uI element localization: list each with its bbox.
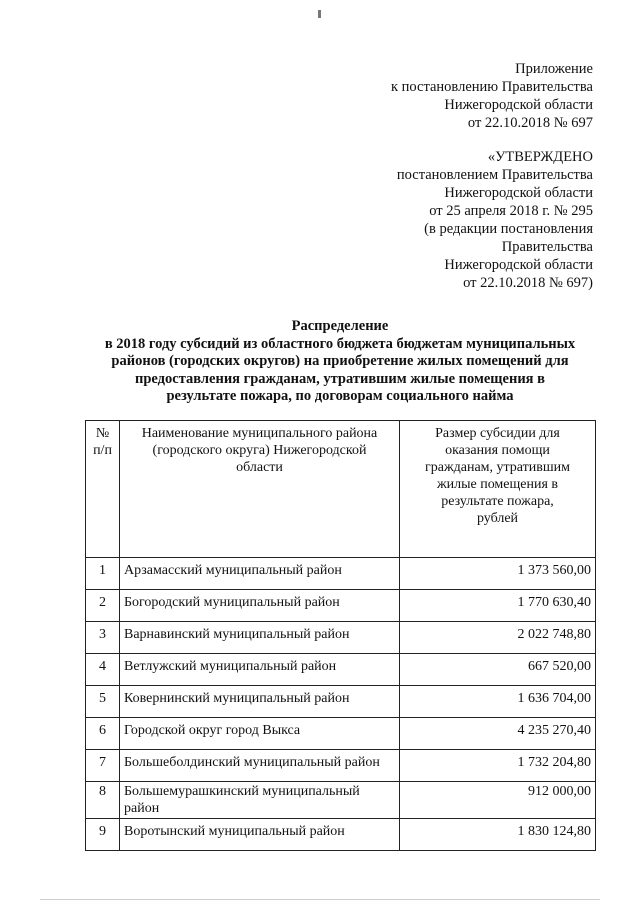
title-line: районов (городских округов) на приобретение жилых помещений для xyxy=(111,353,569,369)
subsidy-table xyxy=(85,420,596,851)
row-amount: 4 235 270,40 xyxy=(400,718,596,750)
header-sum xyxy=(400,421,596,558)
page-bottom-edge xyxy=(40,899,600,900)
row-amount: 1 373 560,00 xyxy=(400,558,596,590)
approved-block xyxy=(397,148,593,292)
page-top-mark xyxy=(318,10,321,18)
header-text: оказания помощи xyxy=(445,443,550,458)
appendix-line: к постановлению Правительства xyxy=(391,79,593,95)
title-line: результате пожара, по договорам социального найма xyxy=(166,388,514,404)
row-amount: 1 636 704,00 xyxy=(400,686,596,718)
header-number xyxy=(86,421,120,558)
document-title xyxy=(70,318,610,406)
row-district: Городской округ город Выкса xyxy=(120,718,400,750)
row-number: 6 xyxy=(86,718,120,750)
row-district: Воротынский муниципальный район xyxy=(120,819,400,851)
row-district-line: Большемурашкинский муниципальный xyxy=(124,784,360,799)
row-district: Богородский муниципальный район xyxy=(120,590,400,622)
title-line: в 2018 году субсидий из областного бюджета бюджетам муниципальных xyxy=(104,335,576,352)
approved-line: Нижегородской области xyxy=(444,257,593,273)
header-text: № xyxy=(95,426,110,441)
header-text: области xyxy=(236,460,283,475)
header-text: жилые помещения в xyxy=(436,477,559,492)
appendix-block xyxy=(391,60,593,132)
row-number: 8 xyxy=(86,782,120,819)
table-row xyxy=(86,590,596,622)
row-number: 4 xyxy=(86,654,120,686)
header-text: (городского округа) Нижегородской xyxy=(152,443,367,458)
header-name xyxy=(120,421,400,558)
header-text: Размер субсидии для xyxy=(435,426,560,441)
row-number: 7 xyxy=(86,750,120,782)
approved-line: (в редакции постановления xyxy=(424,221,593,237)
header-text: п/п xyxy=(93,443,112,458)
row-district xyxy=(120,782,400,819)
row-district: Ковернинский муниципальный район xyxy=(120,686,400,718)
table-row xyxy=(86,622,596,654)
title-line: предоставления гражданам, утратившим жилые помещения в xyxy=(135,370,545,387)
approved-line: «УТВЕРЖДЕНО xyxy=(487,149,593,165)
row-number: 3 xyxy=(86,622,120,654)
row-district: Арзамасский муниципальный район xyxy=(120,558,400,590)
header-text: Наименование муниципального района xyxy=(141,426,378,441)
row-district: Ветлужский муниципальный район xyxy=(120,654,400,686)
approved-line: от 25 апреля 2018 г. № 295 xyxy=(429,203,593,219)
row-amount: 667 520,00 xyxy=(400,654,596,686)
table-row xyxy=(86,750,596,782)
appendix-line: Приложение xyxy=(515,61,593,77)
table-row xyxy=(86,558,596,590)
row-amount: 1 830 124,80 xyxy=(400,819,596,851)
row-number: 9 xyxy=(86,819,120,851)
row-number: 5 xyxy=(86,686,120,718)
row-amount: 1 770 630,40 xyxy=(400,590,596,622)
row-district: Варнавинский муниципальный район xyxy=(120,622,400,654)
row-number: 2 xyxy=(86,590,120,622)
header-text: рублей xyxy=(476,511,519,526)
approved-line: постановлением Правительства xyxy=(396,167,593,183)
title-line: Распределение xyxy=(291,318,389,334)
table-header-row xyxy=(86,421,596,558)
row-amount: 1 732 204,80 xyxy=(400,750,596,782)
approved-line: Нижегородской области xyxy=(444,185,593,201)
appendix-line: от 22.10.2018 № 697 xyxy=(467,115,593,131)
appendix-line: Нижегородской области xyxy=(444,97,593,113)
row-number: 1 xyxy=(86,558,120,590)
table-row xyxy=(86,819,596,851)
table-row xyxy=(86,782,596,819)
table-row xyxy=(86,718,596,750)
approved-line: от 22.10.2018 № 697) xyxy=(463,275,593,291)
row-amount: 912 000,00 xyxy=(400,782,596,819)
header-text: результате пожара, xyxy=(441,494,554,509)
header-text: гражданам, утратившим xyxy=(424,460,571,475)
row-amount: 2 022 748,80 xyxy=(400,622,596,654)
row-district: Большеболдинский муниципальный район xyxy=(120,750,400,782)
approved-line: Правительства xyxy=(501,239,593,255)
table-row xyxy=(86,654,596,686)
row-district-line: район xyxy=(124,801,160,816)
table-row xyxy=(86,686,596,718)
